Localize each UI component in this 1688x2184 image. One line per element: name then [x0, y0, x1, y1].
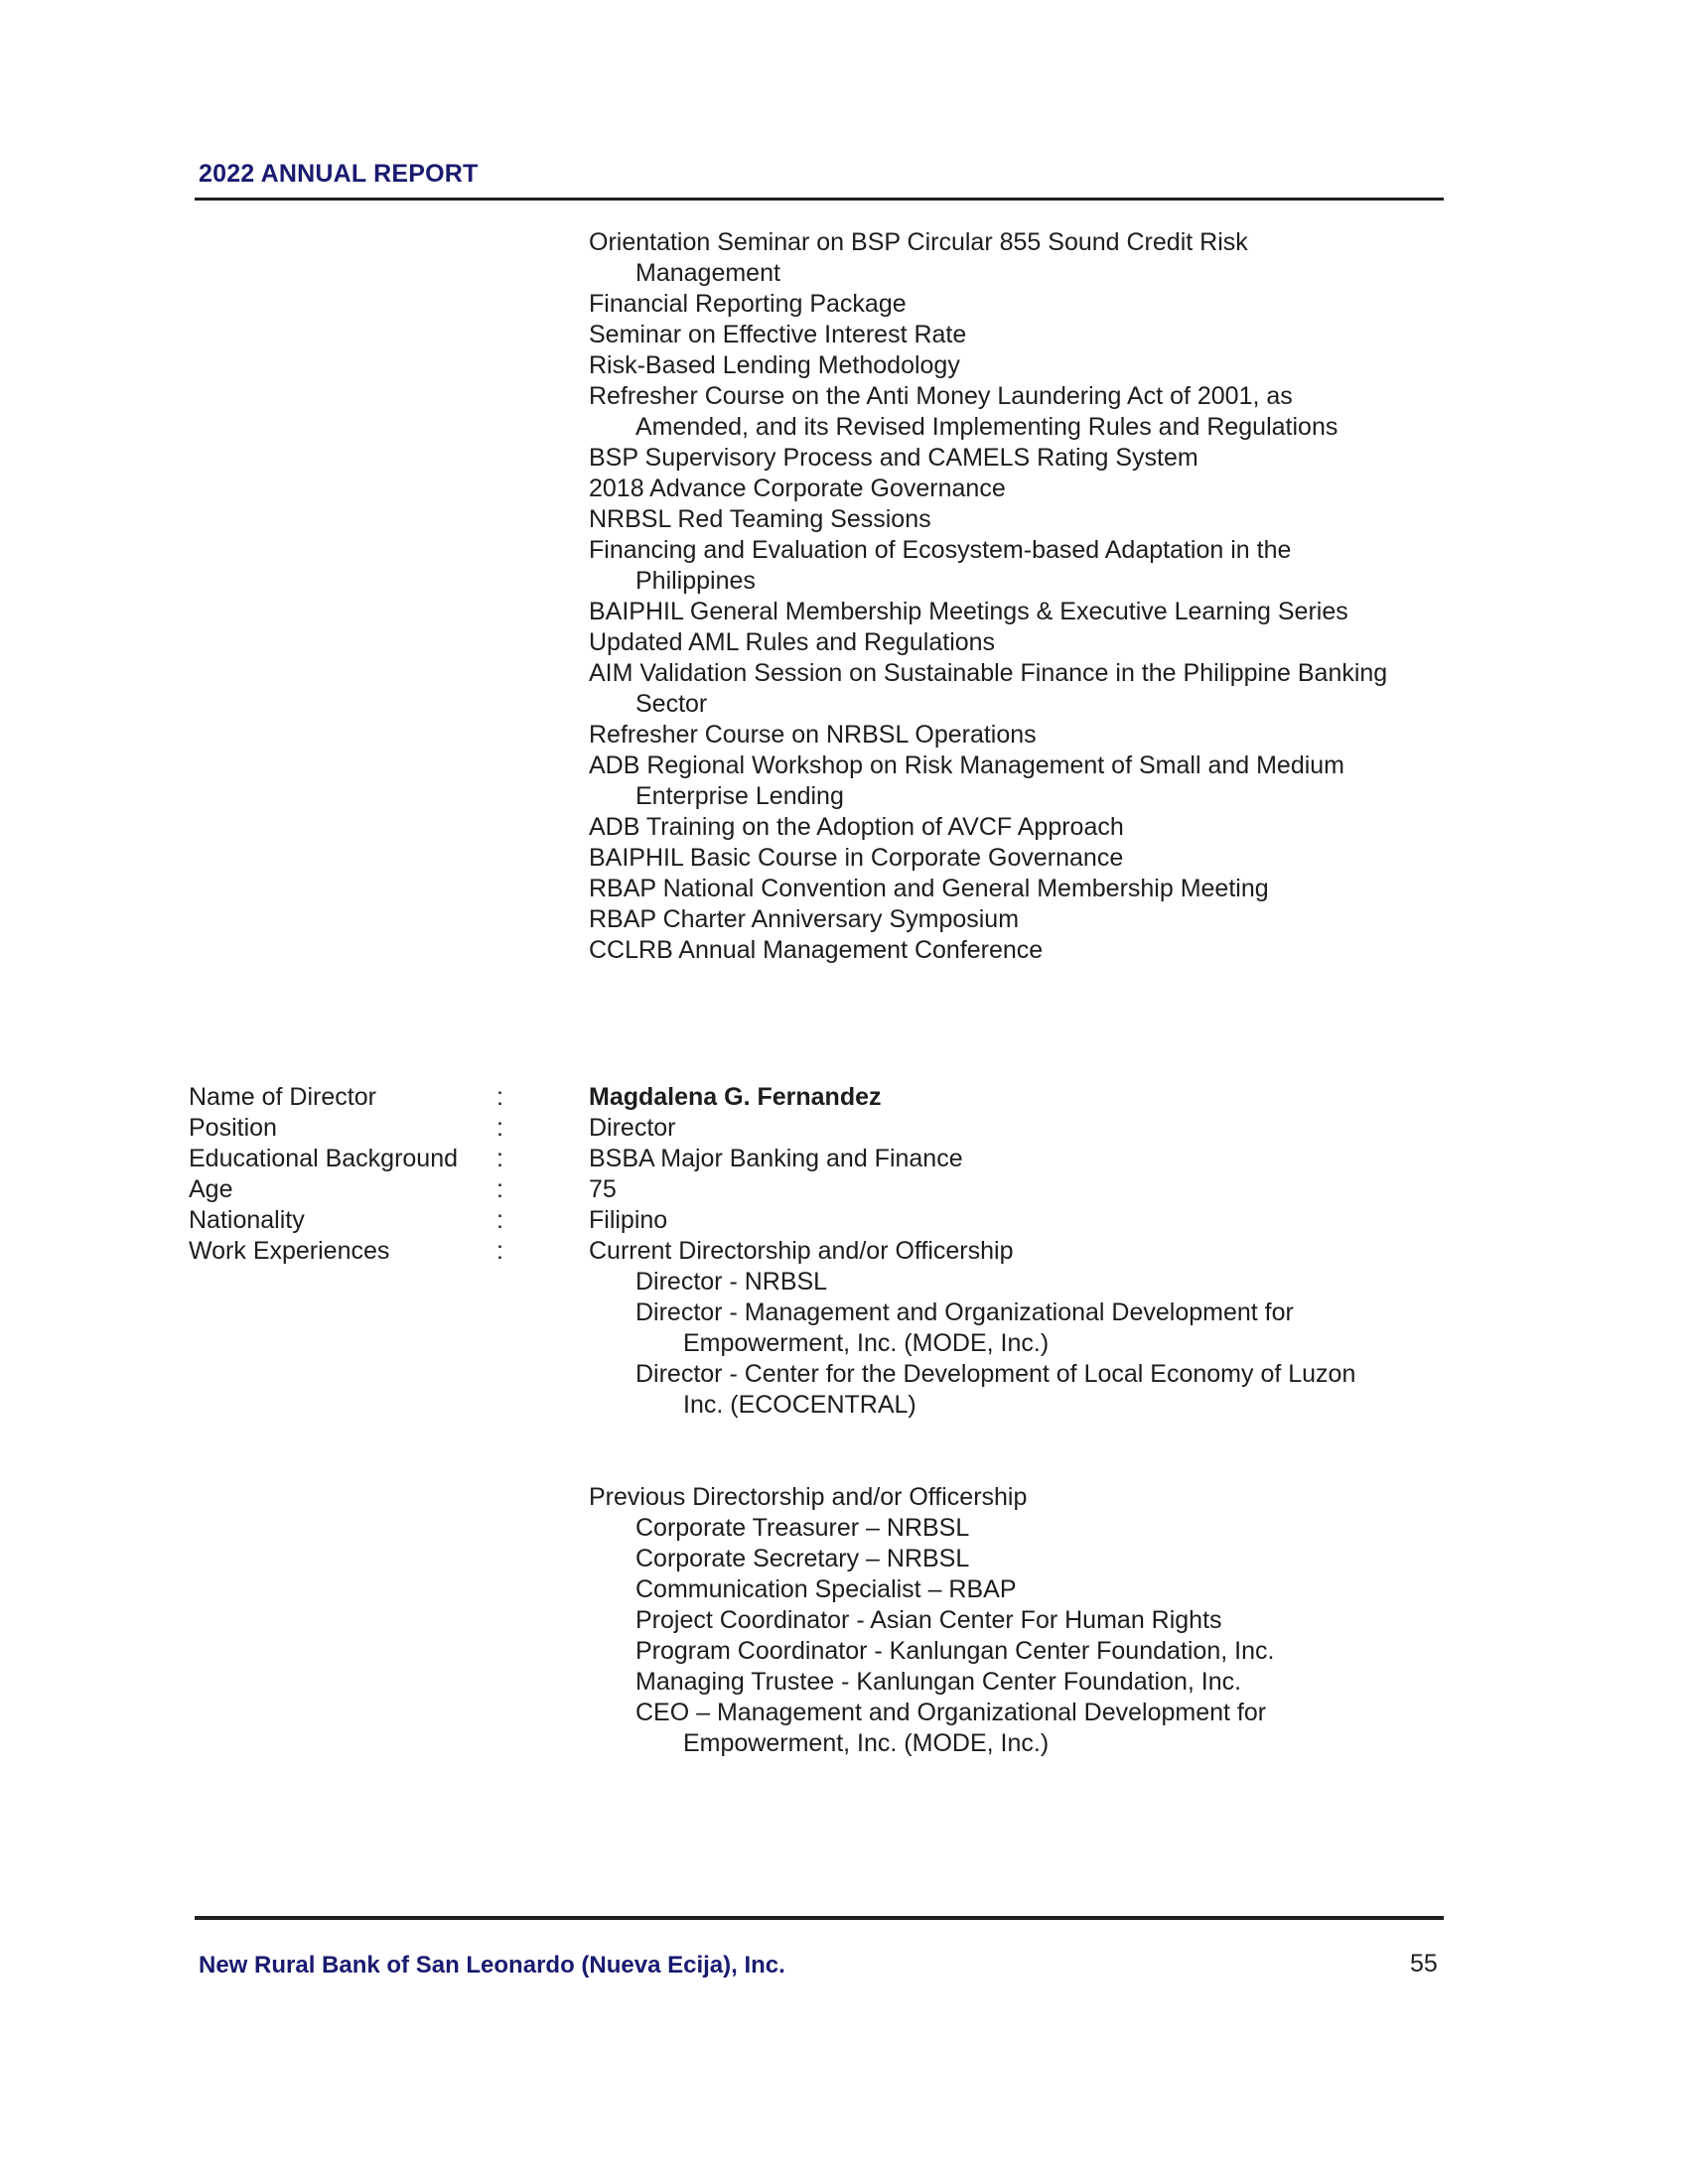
training-line: Enterprise Lending: [635, 782, 844, 810]
previous-directorship-heading: Previous Directorship and/or Officership: [589, 1483, 1028, 1511]
previous-directorship-line: Project Coordinator - Asian Center For Human Rights: [635, 1606, 1222, 1634]
field-row: [189, 1082, 1479, 1113]
field-label: Name of Director: [189, 1083, 376, 1111]
training-line: Seminar on Effective Interest Rate: [589, 321, 967, 348]
training-line: Financial Reporting Package: [589, 290, 907, 318]
training-line: ADB Training on the Adoption of AVCF Approach: [589, 813, 1124, 841]
field-label: Age: [189, 1175, 233, 1203]
footer-bank-name: New Rural Bank of San Leonardo (Nueva Ecija), Inc.: [199, 1952, 785, 1979]
training-line: CCLRB Annual Management Conference: [589, 936, 1044, 964]
training-line: Sector: [635, 690, 708, 718]
current-directorship-line: Director - Center for the Development of Local Economy of Luzon: [635, 1360, 1356, 1388]
page-number: 55: [1410, 1950, 1438, 1978]
field-value: Filipino: [589, 1206, 668, 1234]
training-line: Orientation Seminar on BSP Circular 855 Sound Credit Risk: [589, 228, 1248, 256]
previous-directorship-line: Empowerment, Inc. (MODE, Inc.): [683, 1729, 1050, 1757]
training-line: BSP Supervisory Process and CAMELS Rating System: [589, 444, 1198, 472]
training-list: [589, 227, 1482, 966]
current-directorship-line: Inc. (ECOCENTRAL): [683, 1391, 916, 1419]
training-line: Philippines: [635, 567, 756, 595]
previous-directorship-list: [589, 1513, 1532, 1759]
training-line: Financing and Evaluation of Ecosystem-based Adaptation in the: [589, 536, 1292, 564]
training-line: Updated AML Rules and Regulations: [589, 628, 996, 656]
previous-directorship-line: Managing Trustee - Kanlungan Center Foundation, Inc.: [635, 1668, 1242, 1696]
field-row: [189, 1205, 1479, 1236]
previous-directorship-line: CEO – Management and Organizational Development for: [635, 1699, 1267, 1726]
field-label: Work Experiences: [189, 1237, 390, 1265]
training-line: Refresher Course on the Anti Money Laundering Act of 2001, as: [589, 382, 1293, 410]
training-line: Refresher Course on NRBSL Operations: [589, 721, 1037, 749]
current-directorship-list: [589, 1267, 1532, 1421]
current-directorship-line: Empowerment, Inc. (MODE, Inc.): [683, 1329, 1050, 1357]
training-line: Management: [635, 259, 780, 287]
field-label: Position: [189, 1114, 277, 1142]
field-value: 75: [589, 1175, 617, 1203]
director-profile: [189, 1082, 1479, 1267]
previous-directorship-line: Corporate Treasurer – NRBSL: [635, 1514, 970, 1542]
previous-directorship-line: Corporate Secretary – NRBSL: [635, 1545, 970, 1572]
footer-rule: [195, 1916, 1444, 1920]
field-row: [189, 1113, 1479, 1144]
previous-directorship-line: Program Coordinator - Kanlungan Center Foundation, Inc.: [635, 1637, 1275, 1665]
field-colon: :: [496, 1206, 503, 1234]
field-colon: :: [496, 1083, 503, 1111]
field-row: [189, 1174, 1479, 1205]
training-line: Amended, and its Revised Implementing Rules and Regulations: [635, 413, 1338, 441]
report-title: 2022 ANNUAL REPORT: [199, 160, 479, 188]
current-directorship-line: Director - Management and Organizational Development for: [635, 1298, 1294, 1326]
previous-directorship-block: [589, 1482, 1532, 1759]
field-colon: :: [496, 1237, 503, 1265]
training-line: BAIPHIL Basic Course in Corporate Governance: [589, 844, 1124, 872]
field-colon: :: [496, 1114, 503, 1142]
current-directorship-line: Director - NRBSL: [635, 1268, 828, 1296]
field-label: Educational Background: [189, 1145, 459, 1172]
training-line: 2018 Advance Corporate Governance: [589, 475, 1006, 502]
training-line: RBAP Charter Anniversary Symposium: [589, 905, 1020, 933]
training-line: NRBSL Red Teaming Sessions: [589, 505, 931, 533]
field-value: Director: [589, 1114, 676, 1142]
header-rule: [195, 198, 1444, 201]
field-value: Current Directorship and/or Officership: [589, 1237, 1014, 1265]
training-line: ADB Regional Workshop on Risk Management of Small and Medium: [589, 751, 1345, 779]
field-value: BSBA Major Banking and Finance: [589, 1145, 963, 1172]
field-value: Magdalena G. Fernandez: [589, 1083, 882, 1111]
field-row: [189, 1144, 1479, 1174]
field-colon: :: [496, 1175, 503, 1203]
field-colon: :: [496, 1145, 503, 1172]
field-row: [189, 1236, 1479, 1267]
training-line: Risk-Based Lending Methodology: [589, 351, 960, 379]
training-line: AIM Validation Session on Sustainable Finance in the Philippine Banking: [589, 659, 1388, 687]
field-label: Nationality: [189, 1206, 305, 1234]
training-line: BAIPHIL General Membership Meetings & Executive Learning Series: [589, 598, 1348, 625]
previous-directorship-line: Communication Specialist – RBAP: [635, 1575, 1017, 1603]
training-line: RBAP National Convention and General Membership Meeting: [589, 875, 1269, 902]
